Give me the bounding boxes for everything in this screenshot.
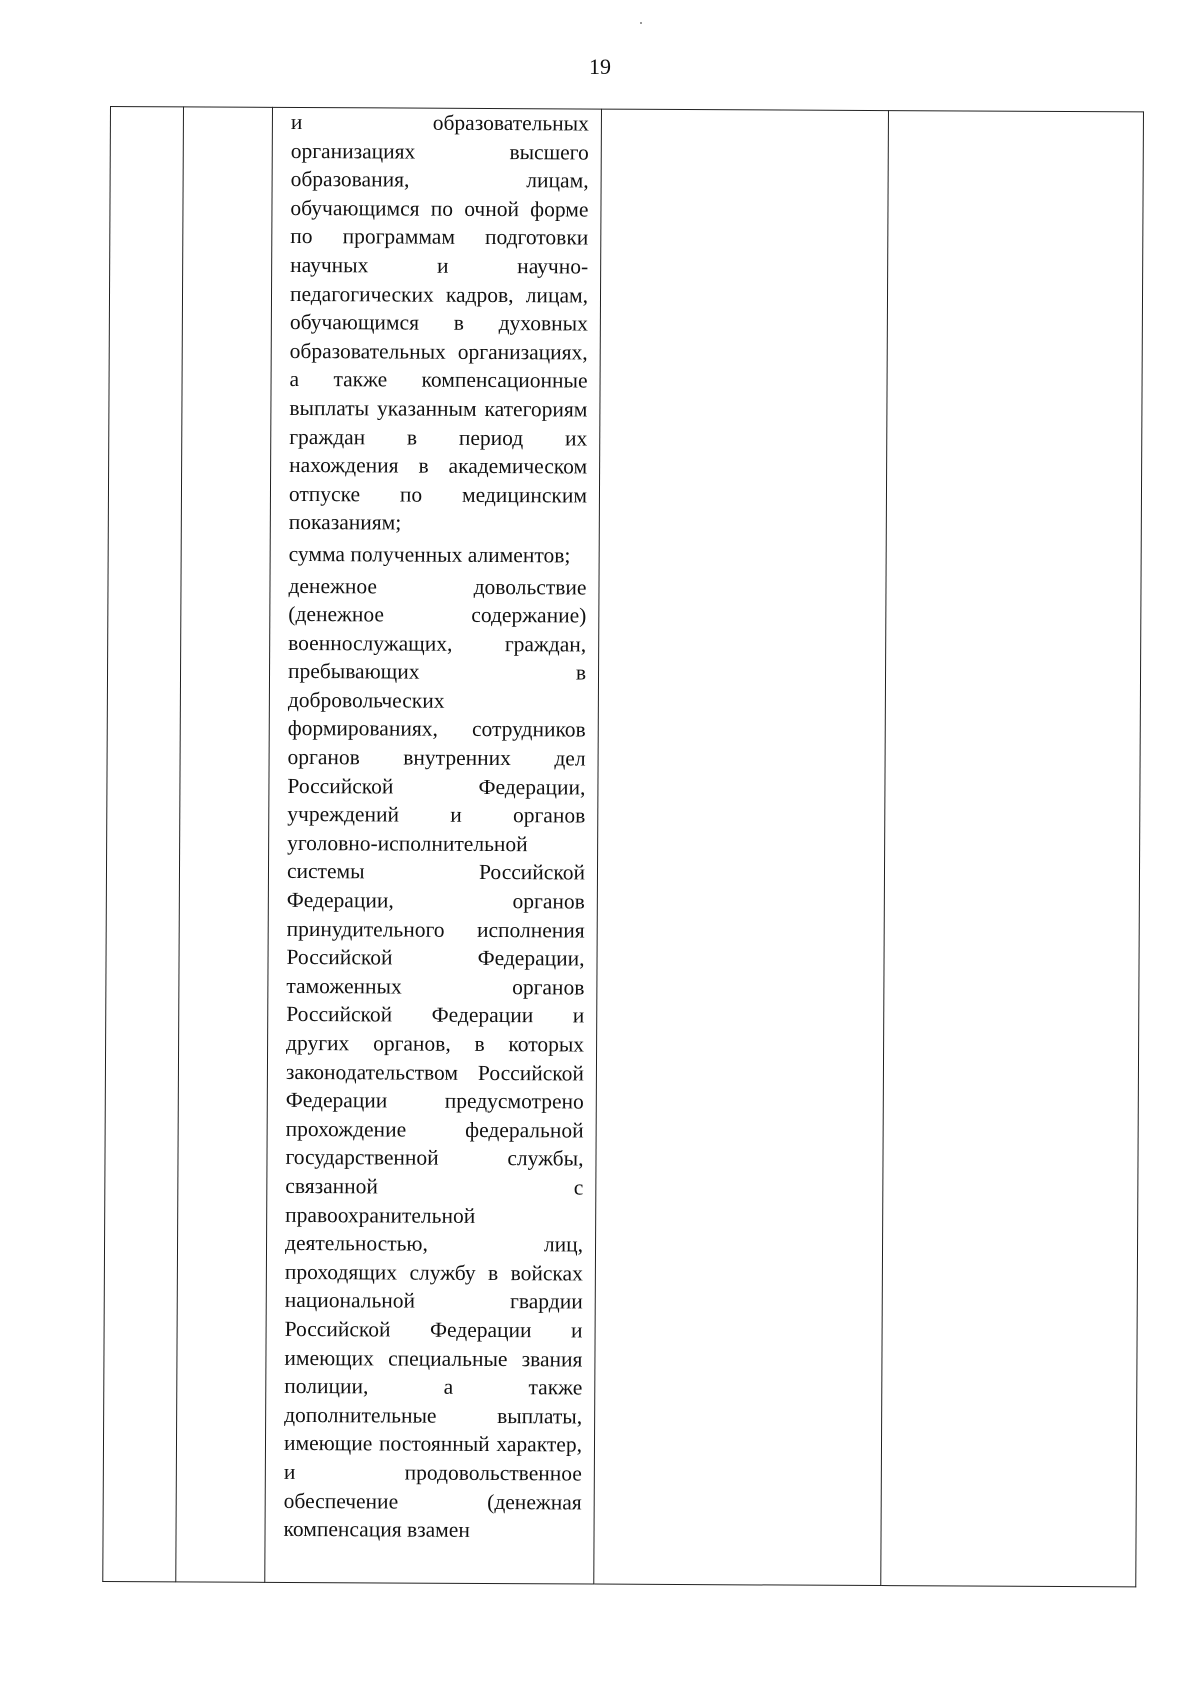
table-cell-col4	[594, 109, 889, 1585]
paragraph-allowance: денежное довольствие (денежное содержание) военнослужащих, граждан, пребывающих в добровольческих формированиях, сотрудников органов внутренних дел Российской Федерации, учреждений и органов уголовно-исполнительной системы Российской Федерации, органов принудительного исполнения Российской Федерации, таможенных органов Российской Федерации и других органов, в которых законодательством Российской Федерации предусмотрено прохождение федеральной государственной службы, связанной с правоохранительной деятельностью, лиц, проходящих службу в войсках национальной гвардии Российской Федерации и имеющих специальные звания полиции, а также дополнительные выплаты, имеющие постоянный характер, и продовольственное обеспечение (денежная компенсация взамен	[283, 573, 587, 1542]
table-cell-col3	[265, 107, 602, 1584]
page-number: 19	[589, 54, 611, 79]
cell-text-block	[265, 108, 601, 1545]
paragraph-education-payments: и образовательных организациях высшего образования, лицам, обучающимся по очной форме по программам подготовки научных и научно-педагогических кадров, лицам, обучающимся в духовных образовательных организациях, а также компенсационные выплаты указанным категориям граждан в период их нахождения в академическом отпуске по медицинским показаниям;	[288, 109, 589, 535]
paragraph-alimony: сумма полученных алиментов;	[288, 541, 571, 568]
table-cell-col5	[881, 111, 1144, 1587]
table-row	[103, 107, 1144, 1587]
table-cell-col1	[103, 107, 184, 1582]
document-table	[102, 106, 1144, 1587]
scan-speck	[640, 22, 642, 24]
table-cell-col2	[176, 107, 273, 1582]
